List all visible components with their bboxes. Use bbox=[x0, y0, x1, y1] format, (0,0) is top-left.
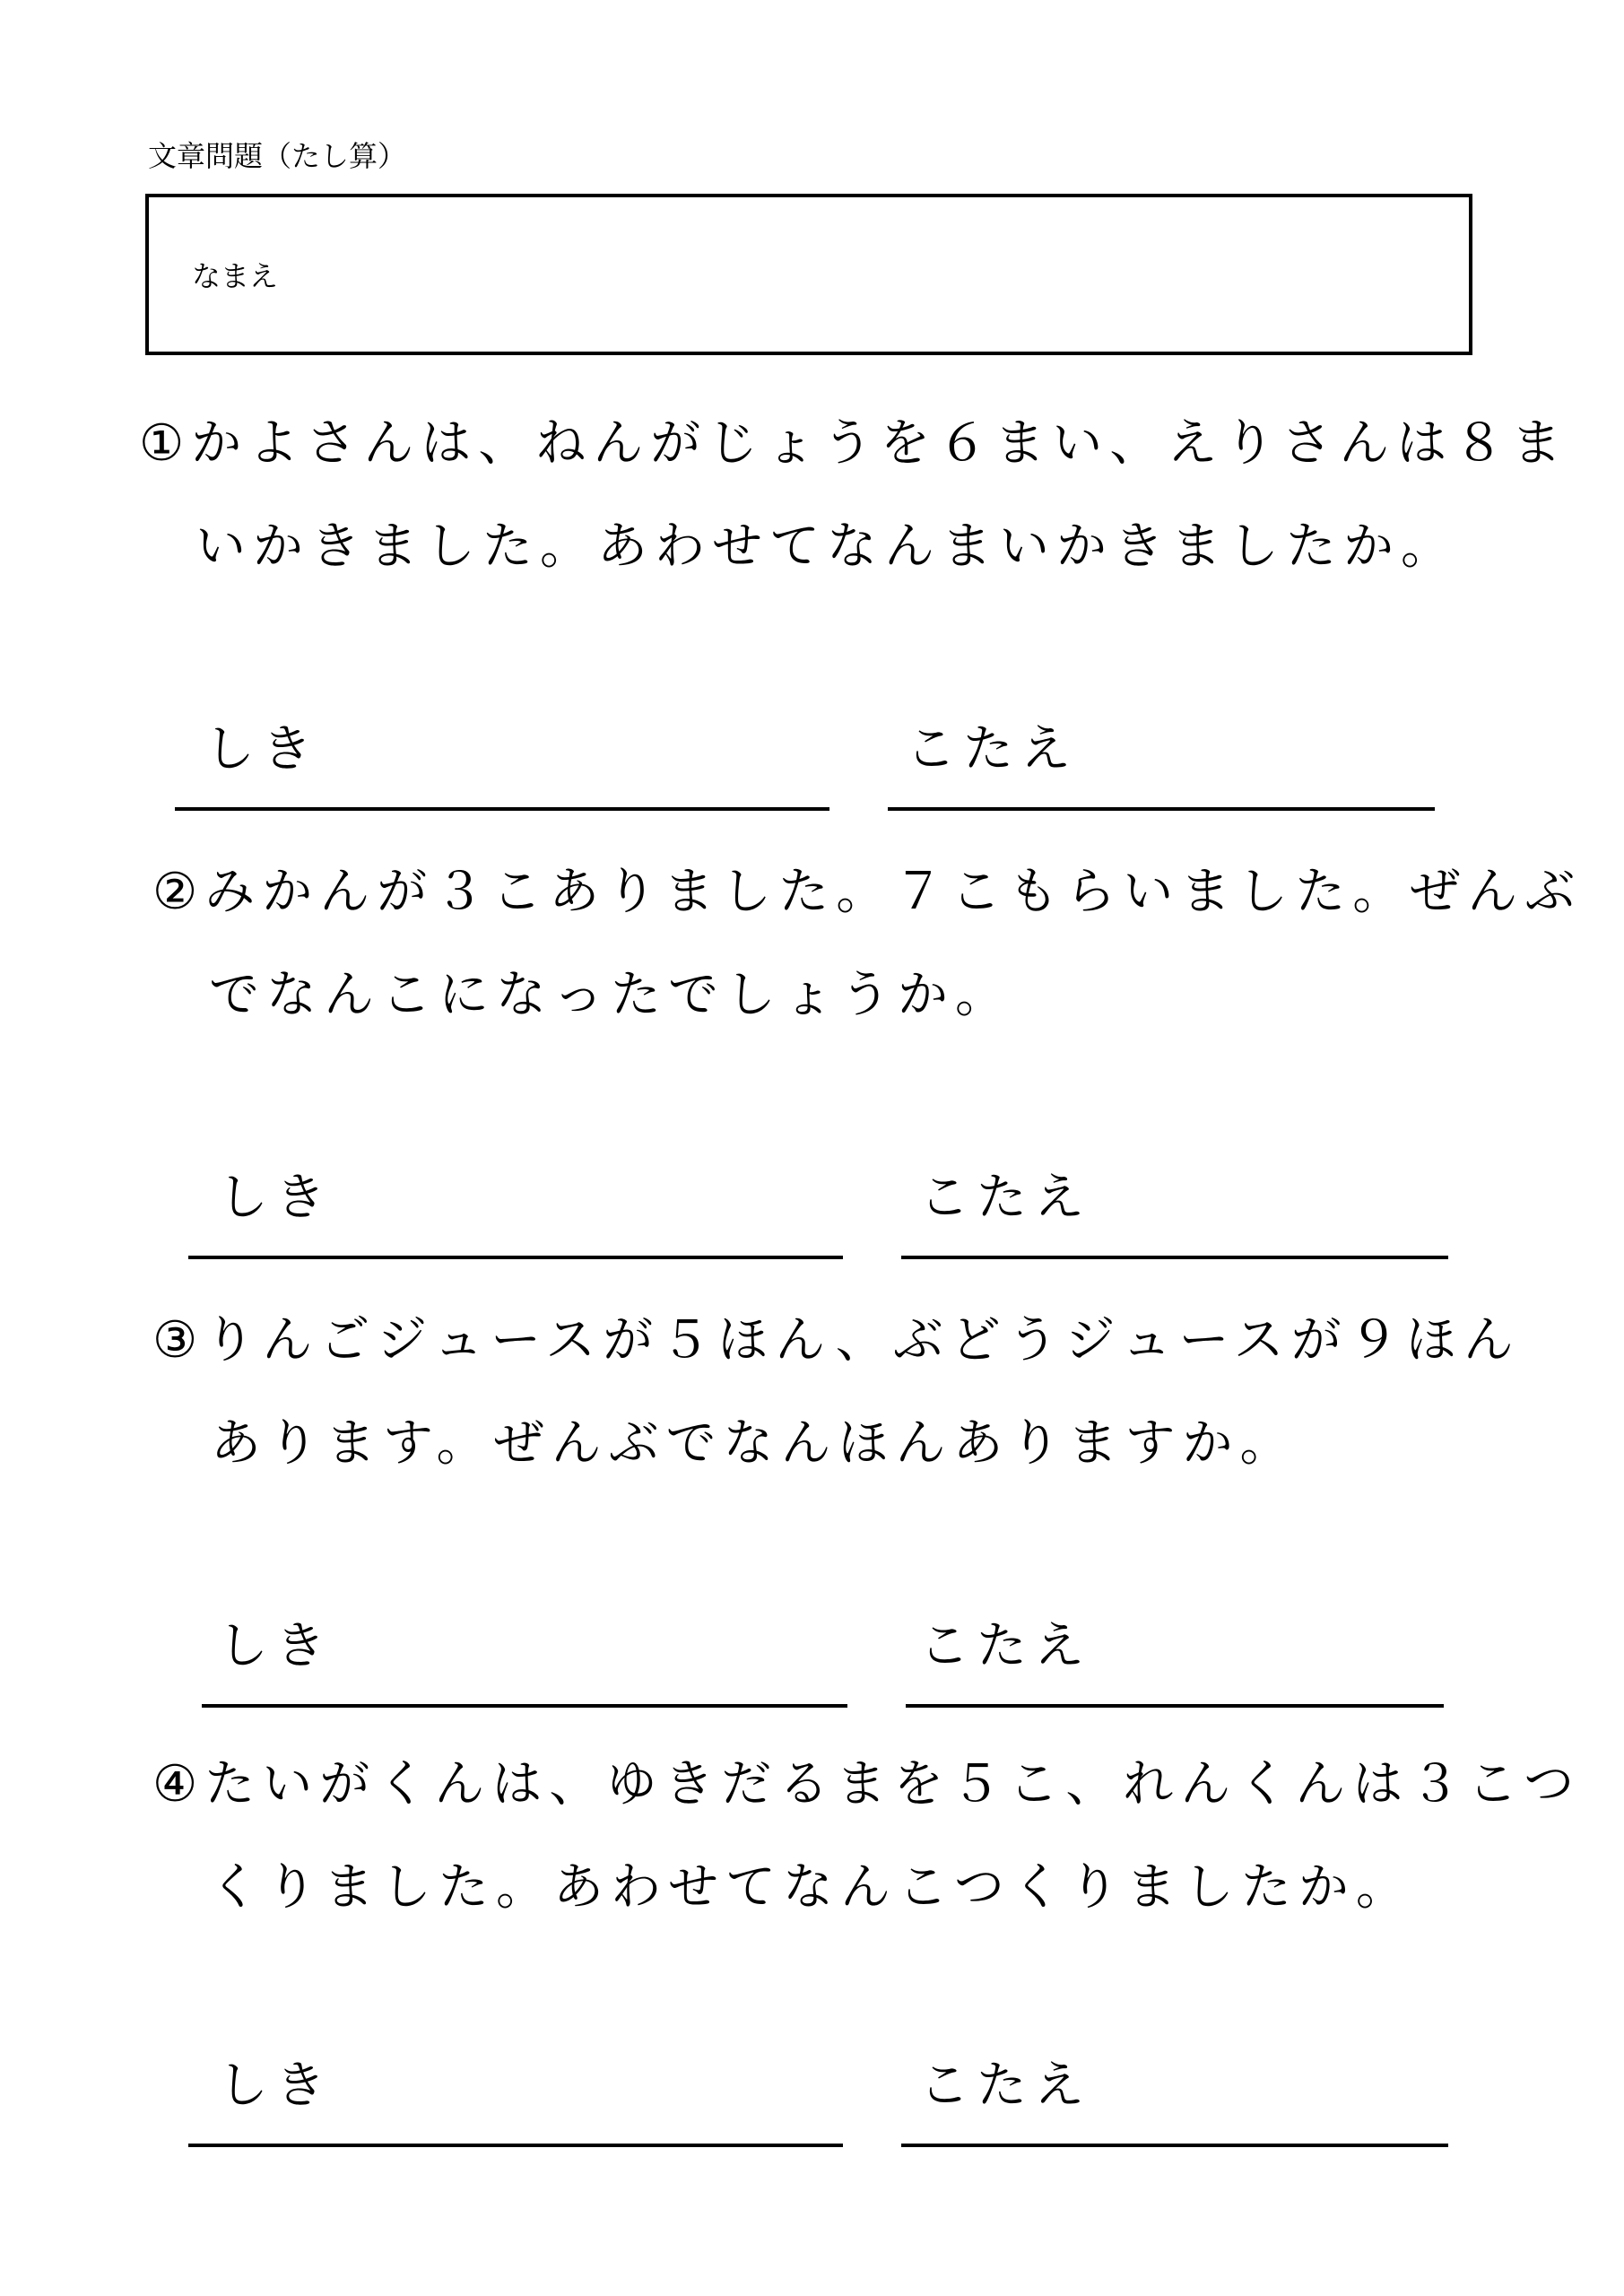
answer-label: こたえ bbox=[919, 1169, 1091, 1227]
formula-answer-line[interactable] bbox=[188, 2144, 843, 2147]
problem-2 bbox=[0, 857, 1624, 1233]
problem-text-line-1: ②みかんが３こありました。７こもらいました。ぜんぶ bbox=[152, 863, 1583, 921]
formula-label: しき bbox=[218, 2057, 333, 2115]
formula-label: しき bbox=[218, 1617, 333, 1675]
problem-text-line-1: ③りんごジュースが５ほん、ぶどうジュースが９ほん bbox=[152, 1311, 1521, 1370]
name-field[interactable] bbox=[145, 194, 1472, 355]
worksheet-title: 文章問題（たし算） bbox=[148, 139, 407, 173]
answer-line[interactable] bbox=[901, 1256, 1448, 1259]
problem-3 bbox=[0, 1305, 1624, 1682]
formula-label: しき bbox=[218, 1169, 333, 1227]
answer-line[interactable] bbox=[906, 1704, 1444, 1708]
problem-text-line-1: ④たいがくんは、ゆきだるまを５こ、れんくんは３こつ bbox=[152, 1755, 1582, 1813]
name-label: なまえ bbox=[192, 259, 279, 293]
problem-1 bbox=[0, 408, 1624, 785]
problem-text-line-1: ①かよさんは、ねんがじょうを６まい、えりさんは８ま bbox=[139, 414, 1569, 473]
problem-text-line-2: あります。ぜんぶでなんほんありますか。 bbox=[211, 1414, 1298, 1473]
formula-answer-line[interactable] bbox=[202, 1704, 847, 1708]
answer-label: こたえ bbox=[906, 720, 1078, 778]
problem-4 bbox=[0, 1749, 1624, 2126]
formula-answer-line[interactable] bbox=[188, 1256, 843, 1259]
formula-label: しき bbox=[204, 720, 319, 778]
problem-text-line-2: でなんこになったでしょうか。 bbox=[209, 966, 1012, 1024]
answer-line[interactable] bbox=[901, 2144, 1448, 2147]
answer-label: こたえ bbox=[919, 2057, 1091, 2115]
formula-answer-line[interactable] bbox=[175, 807, 829, 811]
problem-text-line-2: いかきました。あわせてなんまいかきましたか。 bbox=[195, 517, 1458, 576]
problem-text-line-2: くりました。あわせてなんこつくりましたか。 bbox=[209, 1858, 1413, 1917]
answer-line[interactable] bbox=[888, 807, 1435, 811]
answer-label: こたえ bbox=[919, 1617, 1091, 1675]
